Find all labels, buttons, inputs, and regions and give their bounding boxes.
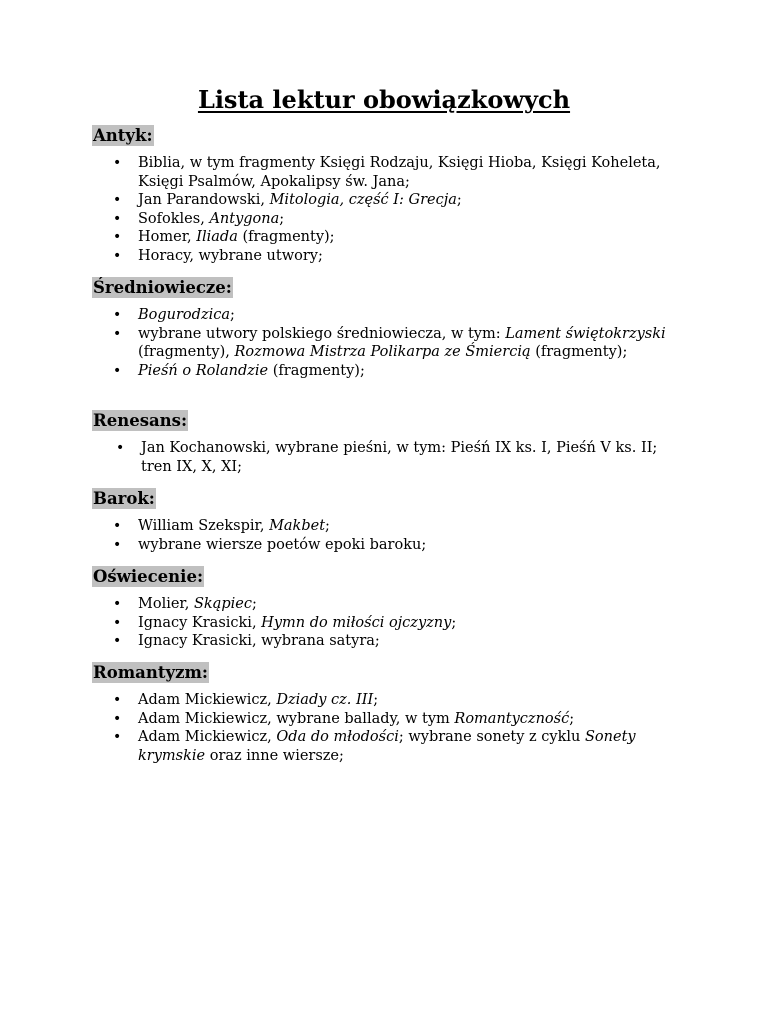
bullet-icon: • xyxy=(113,518,122,534)
item-text: oraz inne wiersze; xyxy=(205,747,344,764)
bullet-icon: • xyxy=(113,307,122,323)
item-text: Biblia, w tym fragmenty Księgi Rodzaju, Księgi Hioba, Księgi Koheleta, Księgi Psalmów, Apokalipsy św. Jana; xyxy=(138,155,661,190)
bullet-icon: • xyxy=(113,192,122,208)
bullet-icon: • xyxy=(113,155,122,171)
item-text: Ignacy Krasicki, xyxy=(138,614,262,631)
item-text: Molier, xyxy=(138,596,194,612)
italic-title-text: Mitologia, część I: Grecja xyxy=(269,192,457,208)
italic-title-text: Pieśń o Rolandzie xyxy=(138,362,269,379)
italic-title-text: Sonety krymskie xyxy=(138,729,636,764)
item-text: Homer, xyxy=(138,229,197,245)
section-barok xyxy=(92,488,682,554)
list-item xyxy=(92,210,682,229)
item-text: ; xyxy=(451,614,457,631)
item-text: Jan Parandowski, xyxy=(138,192,270,208)
italic-title-text: Iliada xyxy=(196,229,238,245)
list-item xyxy=(92,691,682,710)
item-text: ; xyxy=(252,596,257,612)
bullet-icon: • xyxy=(116,440,125,456)
list-item xyxy=(92,247,682,266)
bullet-icon: • xyxy=(113,710,122,727)
bullet-icon: • xyxy=(113,596,122,612)
list-item xyxy=(92,439,682,476)
item-text: Sofokles, xyxy=(138,210,210,227)
item-text: (fragmenty), xyxy=(138,344,235,360)
bullet-icon: • xyxy=(113,614,122,631)
bullet-icon: • xyxy=(113,729,122,745)
item-text: ; xyxy=(456,192,462,208)
item-text: (fragmenty); xyxy=(530,344,628,360)
item-list xyxy=(92,154,682,265)
italic-title-text: Lament świętokrzyski xyxy=(505,325,666,342)
italic-title-text: Dziady cz. III xyxy=(276,692,374,708)
list-item xyxy=(92,362,682,381)
italic-title-text: Oda do młodości xyxy=(276,729,399,745)
item-list xyxy=(92,439,682,476)
item-text: Ignacy Krasicki, wybrana satyra; xyxy=(138,633,380,649)
list-item xyxy=(92,728,682,765)
list-item xyxy=(92,154,682,191)
list-item xyxy=(92,632,682,651)
section-heading: Romantyzm: xyxy=(93,663,208,682)
list-item xyxy=(92,710,682,729)
section-renesans xyxy=(92,410,682,476)
section-heading: Antyk: xyxy=(93,126,153,145)
section-heading: Oświecenie: xyxy=(93,567,204,586)
item-list xyxy=(92,517,682,554)
italic-title-text: Bogurodzica xyxy=(138,307,230,323)
section-oswiecenie xyxy=(92,566,682,651)
item-list xyxy=(92,691,682,765)
section-antyk xyxy=(92,125,682,265)
item-text: ; xyxy=(325,518,330,534)
item-text: William Szekspir, xyxy=(138,518,270,534)
item-text: Adam Mickiewicz, xyxy=(138,729,277,745)
section-sredniowiecze xyxy=(92,277,682,380)
bullet-icon: • xyxy=(113,247,122,264)
list-item xyxy=(92,191,682,210)
page-title: Lista lektur obowiązkowych xyxy=(197,85,571,114)
bullet-icon: • xyxy=(113,229,122,245)
bullet-icon: • xyxy=(113,692,122,708)
bullet-icon: • xyxy=(113,633,122,649)
item-text: ; xyxy=(230,307,235,323)
item-text: ; wybrane sonety z cyklu xyxy=(398,729,585,745)
list-item xyxy=(92,325,682,362)
item-text: ; xyxy=(569,710,575,727)
item-text: (fragmenty); xyxy=(268,362,365,379)
list-item xyxy=(92,595,682,614)
bullet-icon: • xyxy=(113,325,122,342)
italic-title-text: Rozmowa Mistrza Polikarpa ze Śmiercią xyxy=(234,344,531,360)
item-text: (fragmenty); xyxy=(237,229,335,245)
item-text: ; xyxy=(279,210,285,227)
list-item xyxy=(92,517,682,536)
item-text: Adam Mickiewicz, xyxy=(138,692,277,708)
item-text: wybrane utwory polskiego średniowiecza, w tym: xyxy=(138,325,506,342)
bullet-icon: • xyxy=(113,210,122,227)
section-romantyzm xyxy=(92,662,682,765)
italic-title-text: Skąpiec xyxy=(194,596,252,612)
list-item xyxy=(92,228,682,247)
bullet-icon: • xyxy=(113,362,122,379)
italic-title-text: Makbet xyxy=(269,518,326,534)
item-text: ; xyxy=(373,692,379,708)
bullet-icon: • xyxy=(113,536,122,553)
item-list xyxy=(92,306,682,380)
section-heading: Barok: xyxy=(93,489,155,508)
item-text: Horacy, wybrane utwory; xyxy=(138,247,323,264)
section-heading: Średniowiecze: xyxy=(93,278,232,297)
item-text: Adam Mickiewicz, wybrane ballady, w tym xyxy=(138,710,455,727)
list-item xyxy=(92,614,682,633)
item-text: Jan Kochanowski, wybrane pieśni, w tym: Pieśń IX ks. I, Pieśń V ks. II; tren IX, X, XI; xyxy=(141,440,658,475)
list-item xyxy=(92,306,682,325)
italic-title-text: Romantyczność xyxy=(454,710,570,727)
item-list xyxy=(92,595,682,651)
section-heading: Renesans: xyxy=(93,411,188,430)
item-text: wybrane wiersze poetów epoki baroku; xyxy=(138,536,427,553)
list-item xyxy=(92,536,682,555)
italic-title-text: Hymn do miłości ojczyzny xyxy=(261,614,452,631)
italic-title-text: Antygona xyxy=(209,210,280,227)
